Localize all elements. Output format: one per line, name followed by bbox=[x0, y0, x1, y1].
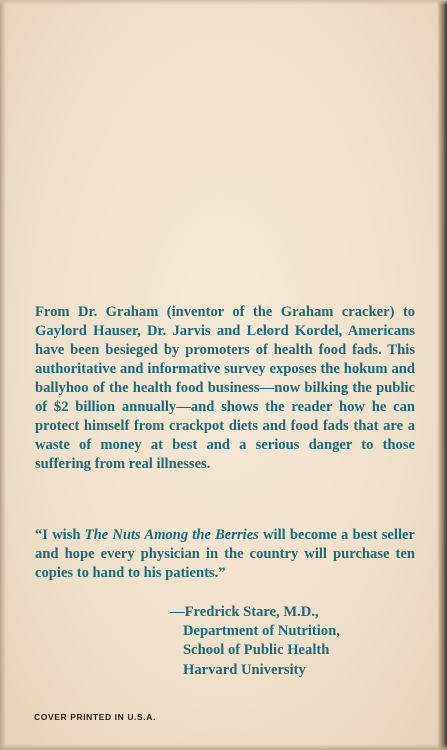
attribution-university: Harvard University bbox=[183, 661, 306, 678]
blurb-text: From Dr. Graham (inventor of the Graham cracker) to Gaylord Hauser, Dr. Jarvis and Lelord Kordel, Americans have been besieged by promoters of health food fads. This authoritative and informative survey exposes the hokum and ballyhoo of the health food business—now bilking the public of $2 billion annually—and shows the reader how he can protect himself from crackpot diets and food fads that are a waste of money at best and a serious danger to those suffering from real illnesses. bbox=[35, 304, 415, 473]
cover-right-edge bbox=[437, 0, 447, 750]
attribution-name: —Fredrick Stare, M.D., bbox=[170, 604, 319, 620]
quote-attribution bbox=[170, 603, 423, 680]
attribution-department: Department of Nutrition, bbox=[183, 623, 340, 640]
endorsement-quote bbox=[35, 526, 415, 583]
cover-left-edge bbox=[0, 0, 6, 750]
quote-closing: will become a best seller and hope every physician in the country will purchase ten copies to hand to his patients.” bbox=[35, 527, 415, 582]
attribution-school: School of Public Health bbox=[183, 642, 330, 659]
cover-bottom-edge bbox=[0, 744, 447, 750]
quoted-book-title: The Nuts Among the Berries bbox=[84, 527, 259, 543]
quote-opening: “I wish bbox=[35, 527, 85, 543]
printed-in-usa-note: COVER PRINTED IN U.S.A. bbox=[34, 712, 156, 722]
cover-top-edge bbox=[0, 0, 447, 5]
